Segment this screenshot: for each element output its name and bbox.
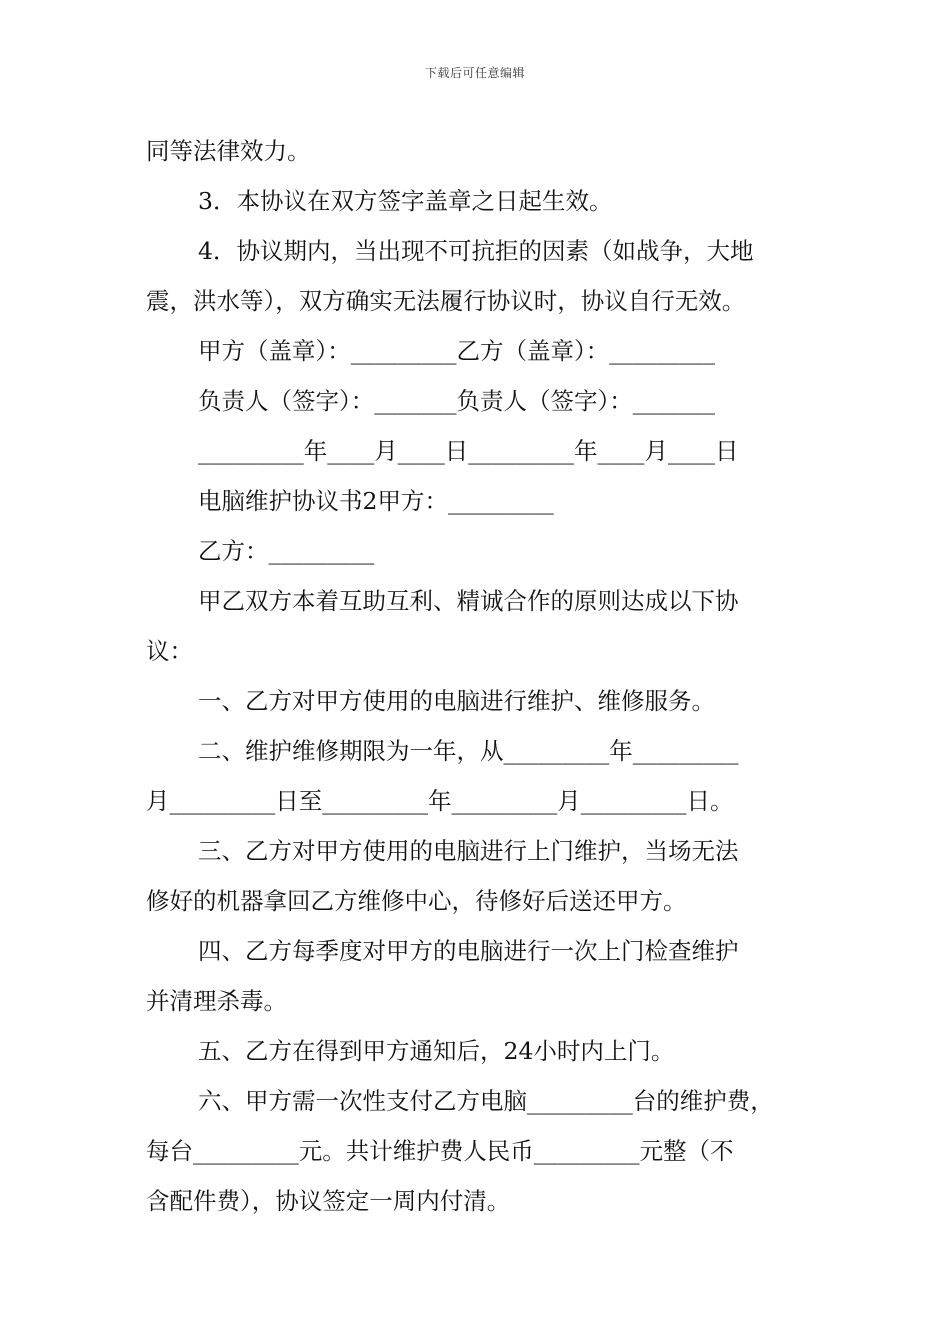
article-6-continued: 每台_________元。共计维护费人民币_________元整（不: [146, 1137, 734, 1165]
party-a-seal-line: 甲方（盖章）：_________乙方（盖章）：_________: [198, 337, 715, 365]
preamble: 甲乙双方本着互助互利、精诚合作的原则达成以下协: [198, 587, 739, 615]
agreement-title-party-a: 电脑维护协议书2甲方：_________: [198, 487, 554, 515]
page-header: 下载后可任意编辑: [424, 66, 525, 80]
clause-4-continued: 震，洪水等），双方确实无法履行协议时，协议自行无效。: [146, 287, 746, 315]
party-b-line: 乙方：_________: [198, 537, 375, 565]
article-4-continued: 并清理杀毒。: [146, 987, 287, 1015]
article-1: 一、乙方对甲方使用的电脑进行维护、维修服务。: [198, 687, 715, 715]
signatory-line: 负责人（签字）：_______负责人（签字）：_______: [198, 387, 715, 415]
article-3: 三、乙方对甲方使用的电脑进行上门维护，当场无法: [198, 837, 739, 865]
preamble-continued: 议：: [146, 637, 193, 665]
article-2-continued: 月_________日至_________年_________月_________日。: [146, 787, 734, 815]
clause-4: 4．协议期内，当出现不可抗拒的因素（如战争，大地: [198, 237, 754, 265]
article-6: 六、甲方需一次性支付乙方电脑_________台的维护费，: [198, 1087, 774, 1115]
article-3-continued: 修好的机器拿回乙方维修中心，待修好后送还甲方。: [146, 887, 687, 915]
article-6-end: 含配件费），协议签定一周内付清。: [146, 1187, 511, 1215]
article-2: 二、维护维修期限为一年，从_________年_________: [198, 737, 739, 765]
article-4: 四、乙方每季度对甲方的电脑进行一次上门检查维护: [198, 937, 739, 965]
document-body: [146, 126, 806, 1226]
paragraph-line: 同等法律效力。: [146, 137, 311, 165]
clause-3: 3．本协议在双方签字盖章之日起生效。: [198, 187, 613, 215]
date-line: _________年____月____日_________年____月____日: [198, 437, 739, 465]
article-5: 五、乙方在得到甲方通知后，24小时内上门。: [198, 1037, 675, 1065]
